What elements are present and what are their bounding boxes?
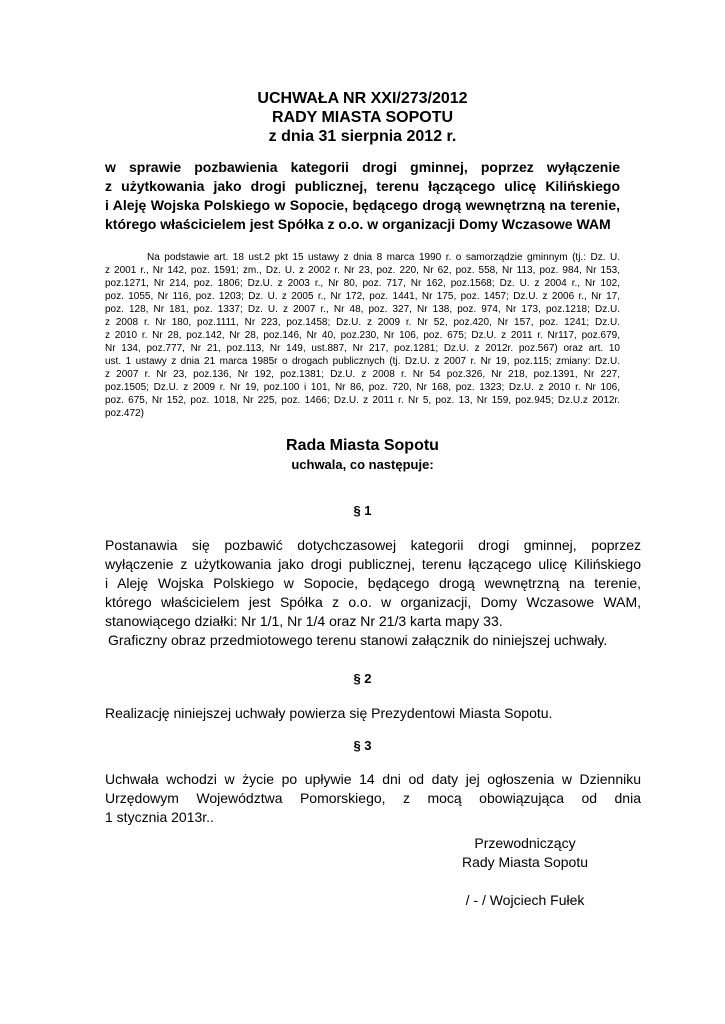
legal-basis-line: z 2001 r., Nr 142, poz. 1591; zm., Dz. U. z 2002 r. Nr 23, poz. 220, Nr 62, poz. 558, Nr 113, poz. 984, Nr 153, <box>105 265 620 276</box>
legal-basis-line: poz.1505; Dz.U. z 2009 r. Nr 19, poz.100 i 101, Nr 86, poz. 720, Nr 168, poz. 1323; Dz.U. z 2010 r. Nr 106, <box>105 382 620 393</box>
council-resolves: uchwala, co następuje: <box>291 457 434 472</box>
legal-basis-line: Nr 134, poz.777, Nr 21, poz.113, Nr 149, ust.887, Nr 217, poz.1281; Dz.U. z 2012r. poz.567) oraz art. 10 <box>105 343 620 354</box>
legal-basis-line: z 2010 r. Nr 28, poz.142, Nr 28, poz.146, Nr 40, poz.230, Nr 106, poz. 675; Dz.U. z 2011 r. Nr117, poz.679, <box>105 330 620 341</box>
legal-basis-line: z 2007 r. Nr 23, poz.136, Nr 192, poz.1381; Dz.U. z 2008 r. Nr 54 poz.326, Nr 218, poz.1391, Nr 227, <box>105 369 620 380</box>
section-line: Graficzny obraz przedmiotowego terenu stanowi załącznik do niniejszej uchwały. <box>108 632 608 648</box>
legal-basis-line: z 2008 r. Nr 180, poz.1111, Nr 223, poz.1458; Dz.U. z 2009 r. Nr 52, poz.420, Nr 157, poz. 1241; Dz.U. <box>105 317 620 328</box>
section-line: Uchwała wchodzi w życie po upływie 14 dni od daty jej ogłoszenia w Dzienniku <box>105 771 641 787</box>
council-block <box>0 436 725 473</box>
signature-name: / - / Wojciech Fułek <box>465 892 585 908</box>
resolution-title: UCHWAŁA NR XXI/273/2012 <box>257 90 468 107</box>
legal-basis-line: poz. 1055, Nr 116, poz. 1203; Dz. U. z 2005 r., Nr 172, poz. 1441, Nr 175, poz. 1457; Dz.U. z 2006 r., Nr 17, <box>105 291 620 302</box>
section-line: którego właścicielem jest Spółka z o.o. w organizacji, Domy Wczasowe WAM, <box>105 594 641 610</box>
legal-basis-line: poz.472) <box>105 408 144 419</box>
legal-basis-line: poz.1271, Nr 214, poz. 1806; Dz.U. z 2003 r., Nr 80, poz. 717, Nr 162, poz.1568; Dz. U. z 2004 r., Nr 102, <box>105 278 620 289</box>
subject-line: z użytkowania jako drogi publicznej, terenu łączącego ulicę Kilińskiego <box>105 178 620 194</box>
legal-basis-line: ust. 1 ustawy z dnia 21 marca 1985r o drogach publicznych (tj. Dz.U. z 2007 r. Nr 19, poz.115; zmiany: Dz.U. <box>105 356 620 367</box>
section-line: 1 stycznia 2013r.. <box>105 809 214 825</box>
legal-basis-line: poz. 675, Nr 152, poz. 1018, Nr 225, poz. 1466; Dz.U. z 2011 r. Nr 5, poz. 13, Nr 159, poz.945; Dz.U.z 2012r. <box>105 395 620 406</box>
resolution-date: z dnia 31 sierpnia 2012 r. <box>268 128 457 145</box>
section-3-text <box>105 770 641 827</box>
section-2-sign: § 2 <box>353 671 372 686</box>
resolution-council: RADY MIASTA SOPOTU <box>271 109 454 126</box>
signature-block <box>440 834 610 910</box>
subject-line: w sprawie pozbawienia kategorii drogi gminnej, poprzez wyłączenie <box>105 159 620 175</box>
council-name: Rada Miasta Sopotu <box>286 437 439 454</box>
section-line: Postanawia się pozbawić dotychczasowej kategorii drogi gminnej, poprzez <box>105 537 641 553</box>
section-2-text <box>105 704 641 723</box>
section-line: Urzędowym Województwa Pomorskiego, z mocą obowiązująca od dnia <box>105 790 641 806</box>
resolution-header <box>0 89 725 146</box>
section-3-sign: § 3 <box>353 738 372 753</box>
signature-role: Przewodniczący <box>474 835 576 851</box>
section-line: i Aleję Wojska Polskiego w Sopocie, będącego drogą wewnętrzną na terenie, <box>105 575 641 591</box>
resolution-subject <box>105 158 620 234</box>
subject-line: i Aleję Wojska Polskiego w Sopocie, będącego drogą wewnętrzną na terenie, <box>105 197 620 213</box>
legal-basis-line: poz. 128, Nr 181, poz. 1337; Dz. U. z 2007 r., Nr 48, poz. 327, Nr 138, poz. 974, Nr 173, poz.1218; Dz.U. <box>105 304 620 315</box>
legal-basis <box>105 251 620 420</box>
section-line: stanowiącego działki: Nr 1/1, Nr 1/4 oraz Nr 21/3 karta mapy 33. <box>105 613 503 629</box>
subject-line: którego właścicielem jest Spółka z o.o. w organizacji Domy Wczasowe WAM <box>105 216 611 232</box>
section-1-sign: § 1 <box>353 503 372 518</box>
section-1-text <box>105 536 641 650</box>
legal-basis-line: Na podstawie art. 18 ust.2 pkt 15 ustawy z dnia 8 marca 1990 r. o samorządzie gminnym (tj.: Dz. U. <box>147 252 620 263</box>
section-line: Realizację niniejszej uchwały powierza się Prezydentowi Miasta Sopotu. <box>105 705 553 721</box>
signature-role-body: Rady Miasta Sopotu <box>461 854 589 870</box>
section-line: wyłączenie z użytkowania jako drogi publicznej, terenu łączącego ulicę Kilińskiego <box>105 556 641 572</box>
